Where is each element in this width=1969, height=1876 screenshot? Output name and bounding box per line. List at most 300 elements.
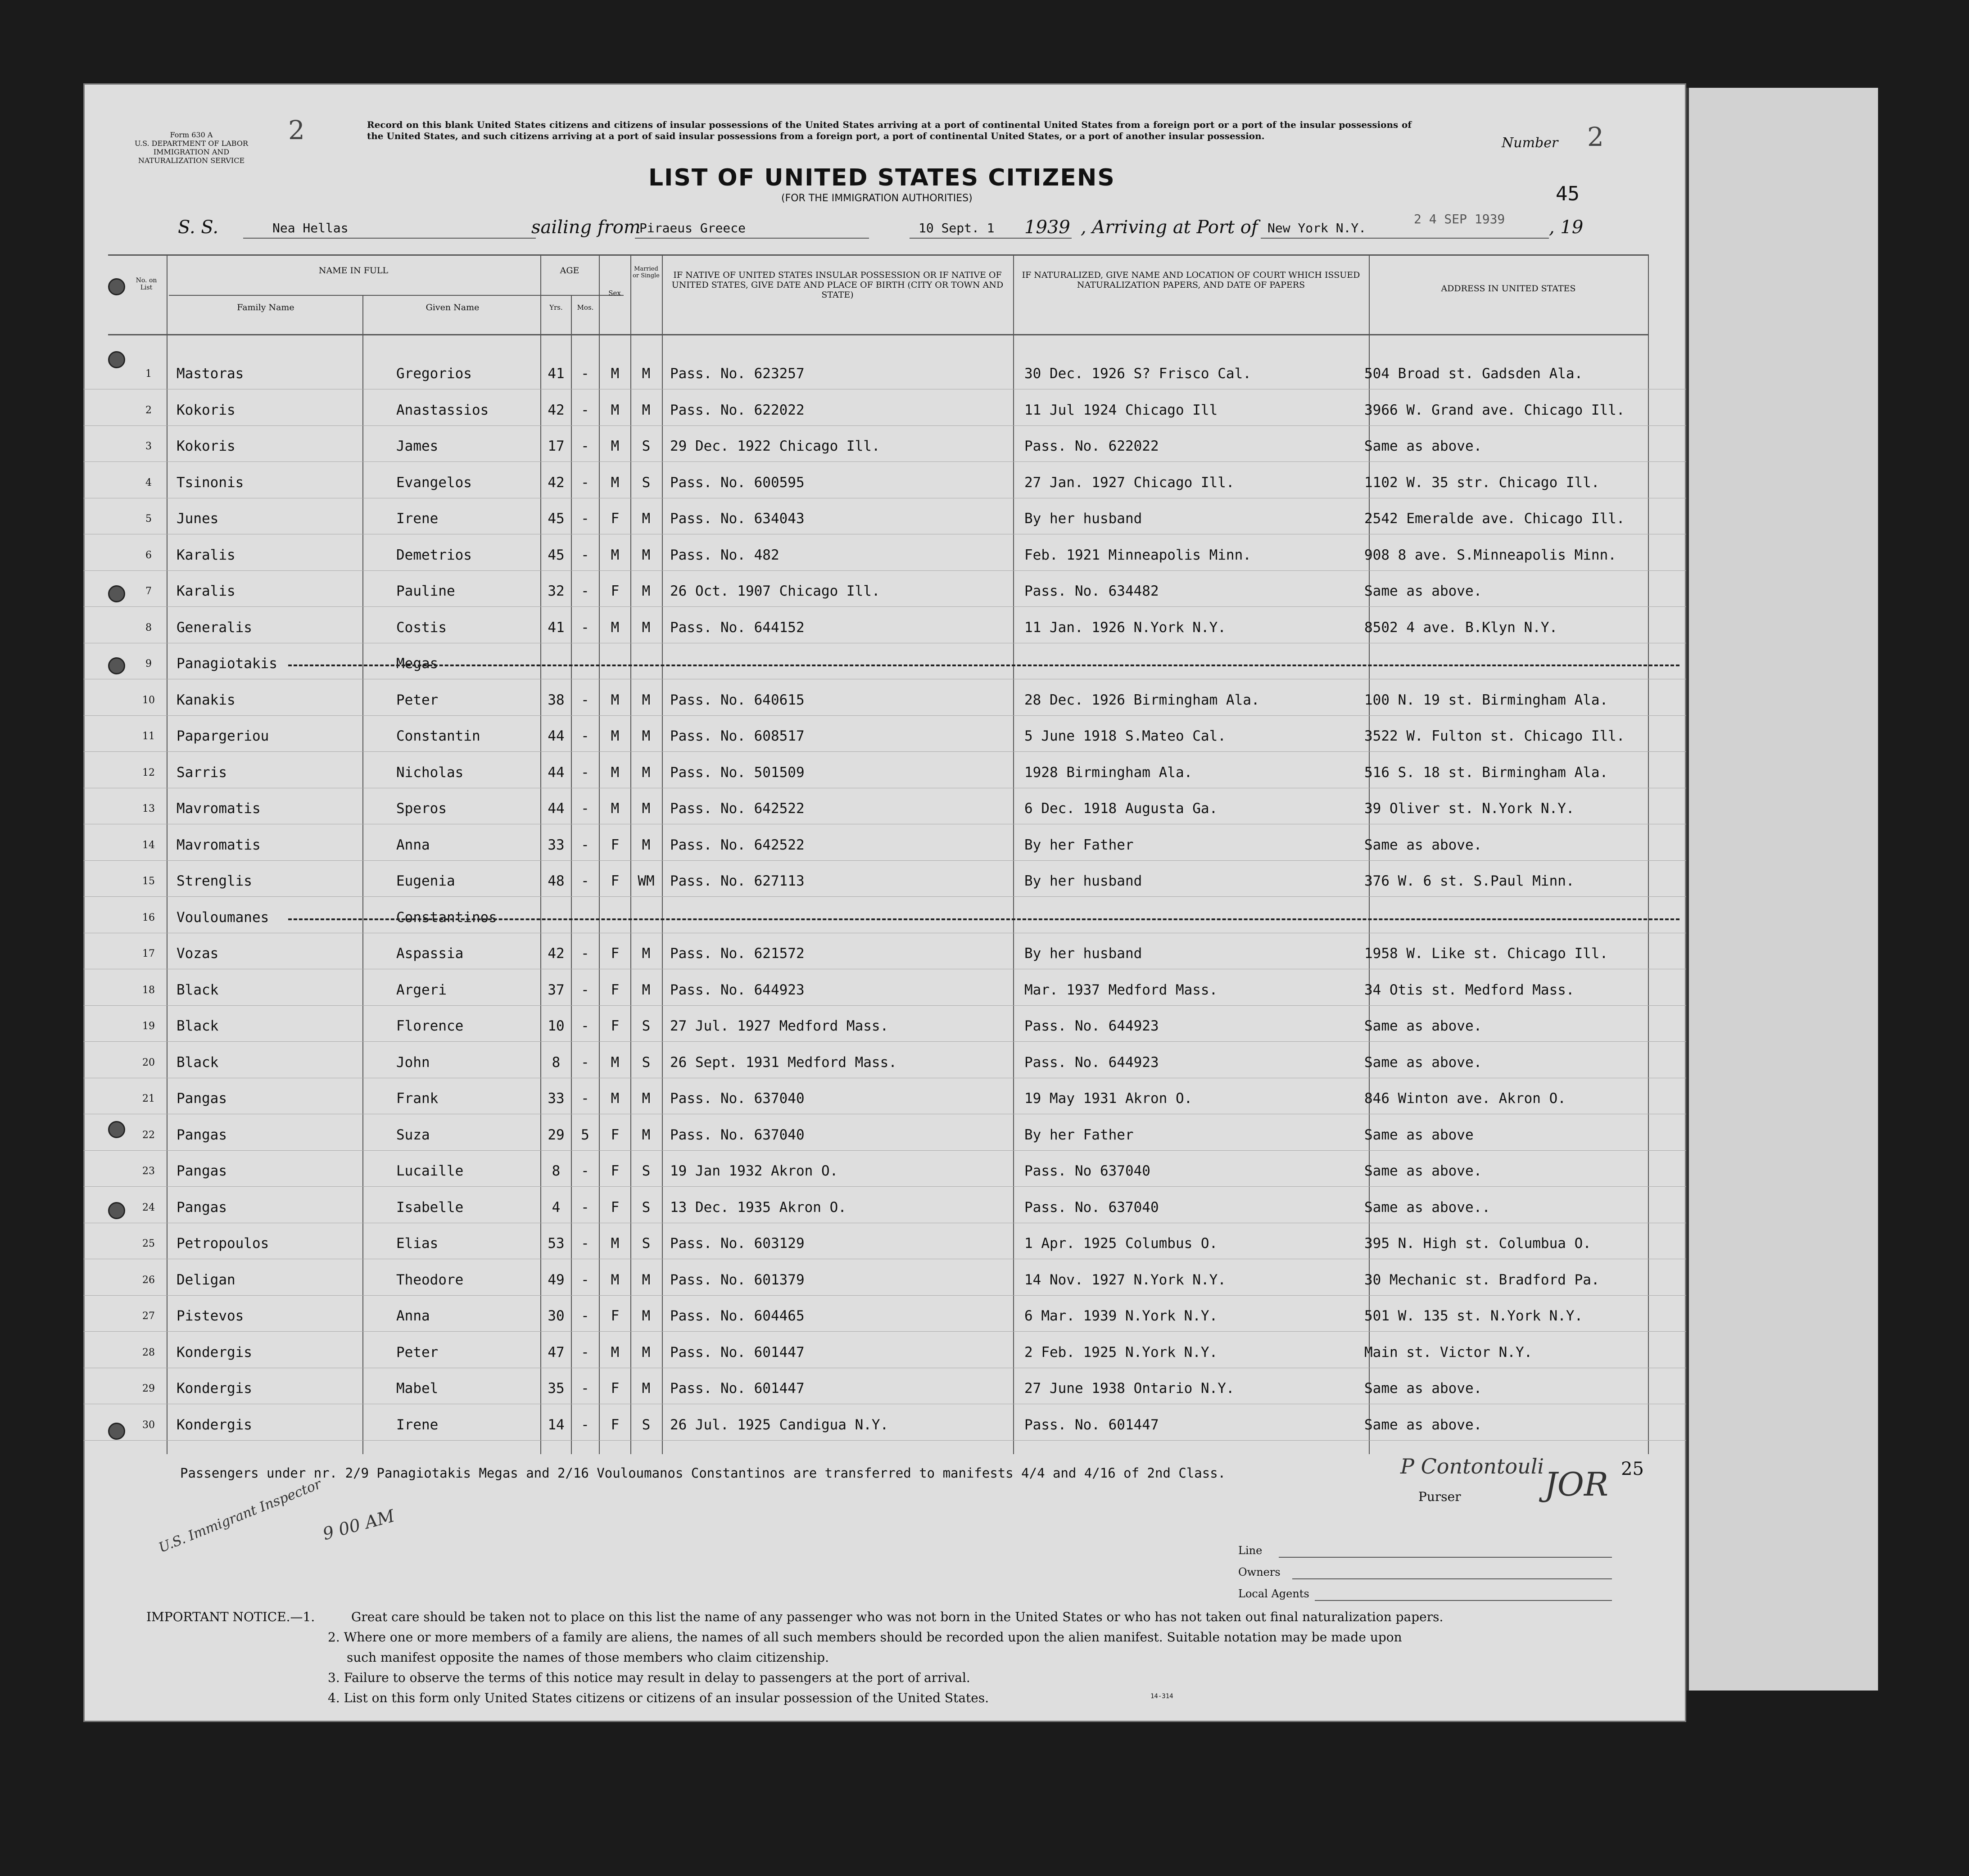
strike-through-line (288, 918, 1679, 920)
sailing-year: 1939 (1024, 217, 1070, 238)
age-months: - (581, 1308, 589, 1324)
birth-or-passport: Pass. No. 637040 (670, 1127, 805, 1143)
us-address: Same as above. (1364, 1163, 1482, 1179)
age-years: 41 (548, 366, 565, 382)
family-name: Panagiotakis (177, 655, 277, 672)
age-months: - (581, 1054, 589, 1071)
punch-hole (108, 1423, 125, 1440)
row-number: 11 (142, 731, 155, 742)
birth-or-passport: 26 Jul. 1925 Candigua N.Y. (670, 1417, 889, 1433)
family-name: Black (177, 982, 219, 998)
birth-or-passport: Pass. No. 601447 (670, 1344, 805, 1361)
us-address: 1102 W. 35 str. Chicago Ill. (1364, 475, 1600, 491)
row-number: 28 (142, 1347, 155, 1358)
family-name: Tsinonis (177, 475, 244, 491)
birth-or-passport: Pass. No. 623257 (670, 366, 805, 382)
notice-2b: such manifest opposite the names of those members who claim citizenship. (347, 1650, 829, 1665)
marital-status: M (642, 1344, 651, 1361)
row-rule (83, 751, 1686, 752)
us-address: Main st. Victor N.Y. (1364, 1344, 1533, 1361)
row-rule (83, 606, 1686, 607)
given-name: Aspassia (396, 945, 464, 962)
family-name: Black (177, 1054, 219, 1071)
family-name: Pangas (177, 1090, 227, 1107)
us-address: 34 Otis st. Medford Mass. (1364, 982, 1575, 998)
age-months: - (581, 547, 589, 563)
row-rule (83, 425, 1686, 426)
age-months: - (581, 1272, 589, 1288)
family-name: Vozas (177, 945, 219, 962)
age-years: 44 (548, 764, 565, 781)
age-months: - (581, 1163, 589, 1179)
marital-status: M (642, 837, 651, 853)
naturalization: 1928 Birmingham Ala. (1024, 764, 1193, 781)
notice-2: 2. Where one or more members of a family are aliens, the names of all such members should be recorded upon the alien manifest. Suitable notation may be made upon (328, 1630, 1402, 1645)
birth-or-passport: Pass. No. 644152 (670, 619, 805, 636)
family-name: Pangas (177, 1127, 227, 1143)
sex: M (611, 438, 620, 454)
given-name: Peter (396, 1344, 439, 1361)
row-number: 13 (142, 803, 155, 814)
sex: F (611, 982, 620, 998)
header-married-single: Married or Single (633, 266, 660, 279)
sex: F (611, 1199, 620, 1216)
us-address: Same as above. (1364, 438, 1482, 454)
us-address: 846 Winton ave. Akron O. (1364, 1090, 1566, 1107)
page-title: LIST OF UNITED STATES CITIZENS (648, 164, 1115, 191)
age-months: - (581, 728, 589, 744)
us-address: 376 W. 6 st. S.Paul Minn. (1364, 873, 1575, 889)
given-name: Theodore (396, 1272, 464, 1288)
row-rule (83, 860, 1686, 861)
marital-status: M (642, 764, 651, 781)
age-years: 8 (552, 1163, 561, 1179)
naturalization: 27 Jan. 1927 Chicago Ill. (1024, 475, 1235, 491)
form-id-block (133, 131, 250, 165)
us-address: 501 W. 135 st. N.York N.Y. (1364, 1308, 1583, 1324)
page-subtitle: (FOR THE IMMIGRATION AUTHORITIES) (781, 193, 973, 204)
age-months: - (581, 945, 589, 962)
marital-status: WM (638, 873, 655, 889)
us-address: Same as above (1364, 1127, 1474, 1143)
naturalization: Pass. No. 622022 (1024, 438, 1159, 454)
family-name: Mavromatis (177, 800, 261, 817)
page-number: 45 (1556, 182, 1580, 205)
birth-or-passport: Pass. No. 634043 (670, 511, 805, 527)
us-address: 395 N. High st. Columbua O. (1364, 1235, 1591, 1252)
birth-or-passport: 13 Dec. 1935 Akron O. (670, 1199, 846, 1216)
age-years: 47 (548, 1344, 565, 1361)
sex: M (611, 800, 620, 817)
header-no: No. on List (136, 277, 157, 291)
marital-status: M (642, 1272, 651, 1288)
us-address: Same as above. (1364, 1054, 1482, 1071)
sex: M (611, 402, 620, 418)
us-address: 3966 W. Grand ave. Chicago Ill. (1364, 402, 1625, 418)
row-number: 19 (142, 1021, 155, 1032)
intro-text: Record on this blank United States citizens and citizens of insular possessions of the United States arriving at a port of continental United States from a foreign port or a port of the insular possessions of the United States, and such citizens arriving at a port of said insular possessions from a foreign port, a port of continental United States, or a port of another insular possession. (367, 119, 1412, 141)
birth-or-passport: 19 Jan 1932 Akron O. (670, 1163, 838, 1179)
ship-name: Nea Hellas (272, 221, 349, 235)
punch-hole (108, 657, 125, 674)
marital-status: S (642, 475, 651, 491)
naturalization: 6 Dec. 1918 Augusta Ga. (1024, 800, 1218, 817)
us-address: 504 Broad st. Gadsden Ala. (1364, 366, 1583, 382)
year-suffix: , 19 (1549, 217, 1584, 238)
naturalization: Mar. 1937 Medford Mass. (1024, 982, 1218, 998)
purser-signature: P Contontouli (1400, 1454, 1544, 1478)
age-years: 42 (548, 475, 565, 491)
sex: F (611, 1380, 620, 1397)
marital-status: M (642, 945, 651, 962)
age-years: 14 (548, 1417, 565, 1433)
row-rule (83, 1041, 1686, 1042)
birth-or-passport: Pass. No. 604465 (670, 1308, 805, 1324)
given-name: Evangelos (396, 475, 472, 491)
sex: M (611, 475, 620, 491)
tally-number: 25 (1621, 1459, 1644, 1479)
age-years: 42 (548, 945, 565, 962)
row-number: 12 (142, 767, 155, 778)
age-years: 45 (548, 547, 565, 563)
age-years: 44 (548, 728, 565, 744)
sex: M (611, 728, 620, 744)
us-address: Same as above.. (1364, 1199, 1490, 1216)
transfer-note: Passengers under nr. 2/9 Panagiotakis Megas and 2/16 Vouloumanos Constantinos are transferred to manifests 4/4 and 4/16 of 2nd Class. (180, 1465, 1226, 1481)
birth-or-passport: Pass. No. 642522 (670, 800, 805, 817)
row-rule (83, 1005, 1686, 1006)
family-name: Petropoulos (177, 1235, 269, 1252)
birth-or-passport: Pass. No. 644923 (670, 982, 805, 998)
notice-heading: IMPORTANT NOTICE.—1. (146, 1609, 315, 1624)
birth-or-passport: Pass. No. 637040 (670, 1090, 805, 1107)
marital-status: M (642, 402, 651, 418)
naturalization: Pass. No. 634482 (1024, 583, 1159, 599)
row-number: 21 (142, 1093, 155, 1104)
time-note: 9 00 AM (321, 1505, 397, 1544)
sex: F (611, 945, 620, 962)
us-address: Same as above. (1364, 1018, 1482, 1034)
header-sex: Sex (608, 289, 621, 297)
age-months: - (581, 692, 589, 708)
birth-or-passport: Pass. No. 621572 (670, 945, 805, 962)
age-years: 49 (548, 1272, 565, 1288)
row-rule (83, 715, 1686, 716)
age-years: 33 (548, 837, 565, 853)
purser-label: Purser (1418, 1489, 1461, 1504)
marital-status: M (642, 1090, 651, 1107)
marital-status: M (642, 366, 651, 382)
row-number: 18 (142, 985, 155, 996)
row-number: 2 (145, 405, 152, 416)
given-name: James (396, 438, 439, 454)
given-name: Elias (396, 1235, 439, 1252)
given-name: Florence (396, 1018, 464, 1034)
age-years: 10 (548, 1018, 565, 1034)
given-name: Nicholas (396, 764, 464, 781)
naturalization: 6 Mar. 1939 N.York N.Y. (1024, 1308, 1218, 1324)
number-value: 2 (1587, 122, 1604, 152)
us-address: 8502 4 ave. B.Klyn N.Y. (1364, 619, 1558, 636)
header-age: AGE (560, 266, 579, 276)
line-label: Line (1238, 1544, 1263, 1557)
naturalization: 27 June 1938 Ontario N.Y. (1024, 1380, 1235, 1397)
row-number: 20 (142, 1057, 155, 1068)
row-number: 24 (142, 1202, 155, 1213)
given-name: Lucaille (396, 1163, 464, 1179)
given-name: Irene (396, 511, 439, 527)
birth-or-passport: Pass. No. 600595 (670, 475, 805, 491)
print-code: 14-314 (1150, 1693, 1173, 1700)
header-birth: IF NATIVE OF UNITED STATES INSULAR POSSESSION OR IF NATIVE OF UNITED STATES, GIVE DATE AND PLACE OF BIRTH (CITY OR TOWN AND STATE) (671, 270, 1004, 300)
us-address: 100 N. 19 st. Birmingham Ala. (1364, 692, 1608, 708)
family-name: Kokoris (177, 438, 235, 454)
given-name: Peter (396, 692, 439, 708)
marital-status: M (642, 728, 651, 744)
age-years: 45 (548, 511, 565, 527)
row-number: 16 (142, 912, 155, 923)
marital-status: M (642, 692, 651, 708)
age-months: - (581, 366, 589, 382)
given-name: Constantin (396, 728, 480, 744)
header-address: ADDRESS IN UNITED STATES (1441, 284, 1576, 294)
family-name: Papargeriou (177, 728, 269, 744)
notice-4: 4. List on this form only United States citizens or citizens of an insular possession of the United States. (328, 1691, 989, 1705)
age-years: 37 (548, 982, 565, 998)
family-name: Pangas (177, 1163, 227, 1179)
row-number: 29 (142, 1383, 155, 1394)
us-address: Same as above. (1364, 837, 1482, 853)
sex: F (611, 873, 620, 889)
row-rule (83, 1295, 1686, 1296)
given-name: John (396, 1054, 430, 1071)
given-name: Demetrios (396, 547, 472, 563)
sex: M (611, 1344, 620, 1361)
row-number: 6 (145, 550, 152, 561)
punch-hole (108, 351, 125, 368)
number-label: Number (1502, 135, 1558, 151)
row-number: 9 (145, 658, 152, 669)
given-name: Speros (396, 800, 447, 817)
naturalization: 2 Feb. 1925 N.York N.Y. (1024, 1344, 1218, 1361)
age-years: 29 (548, 1127, 565, 1143)
row-rule (83, 570, 1686, 571)
row-number: 30 (142, 1419, 155, 1431)
header-naturalized: IF NATURALIZED, GIVE NAME AND LOCATION OF COURT WHICH ISSUED NATURALIZATION PAPERS, AND DATE OF PAPERS (1022, 270, 1360, 290)
age-months: - (581, 1380, 589, 1397)
us-address: 30 Mechanic st. Bradford Pa. (1364, 1272, 1600, 1288)
age-years: 41 (548, 619, 565, 636)
row-number: 27 (142, 1311, 155, 1322)
given-name: Irene (396, 1417, 439, 1433)
marital-status: M (642, 982, 651, 998)
naturalization: Pass. No. 644923 (1024, 1018, 1159, 1034)
age-months: - (581, 1417, 589, 1433)
given-name: Isabelle (396, 1199, 464, 1216)
ss-label: S. S. (178, 217, 219, 238)
age-months: - (581, 1090, 589, 1107)
age-months: 5 (581, 1127, 589, 1143)
row-number: 14 (142, 840, 155, 851)
row-number: 1 (145, 368, 152, 380)
row-number: 25 (142, 1238, 155, 1249)
marital-status: S (642, 1235, 651, 1252)
marital-status: M (642, 1308, 651, 1324)
age-months: - (581, 511, 589, 527)
agents-label: Local Agents (1238, 1587, 1309, 1600)
row-rule (83, 1150, 1686, 1151)
punch-hole (108, 1202, 125, 1219)
row-number: 3 (145, 441, 152, 452)
family-name: Kokoris (177, 402, 235, 418)
marital-status: S (642, 1018, 651, 1034)
row-rule (83, 1186, 1686, 1187)
sex: F (611, 1163, 620, 1179)
age-months: - (581, 1199, 589, 1216)
given-name: Frank (396, 1090, 439, 1107)
age-months: - (581, 619, 589, 636)
age-years: 33 (548, 1090, 565, 1107)
age-months: - (581, 800, 589, 817)
age-months: - (581, 1018, 589, 1034)
naturalization: 30 Dec. 1926 S? Frisco Cal. (1024, 366, 1251, 382)
birth-or-passport: 27 Jul. 1927 Medford Mass. (670, 1018, 889, 1034)
birth-or-passport: Pass. No. 640615 (670, 692, 805, 708)
birth-or-passport: Pass. No. 501509 (670, 764, 805, 781)
sailing-from: Piraeus Greece (639, 221, 746, 235)
row-number: 26 (142, 1275, 155, 1286)
sex: M (611, 1090, 620, 1107)
age-years: 44 (548, 800, 565, 817)
row-rule (83, 1331, 1686, 1332)
us-address: 2542 Emeralde ave. Chicago Ill. (1364, 511, 1625, 527)
row-rule (83, 896, 1686, 897)
birth-or-passport: Pass. No. 608517 (670, 728, 805, 744)
family-name: Karalis (177, 583, 235, 599)
family-name: Karalis (177, 547, 235, 563)
sex: F (611, 583, 620, 599)
marital-status: M (642, 1380, 651, 1397)
row-rule (83, 1440, 1686, 1441)
naturalization: Pass. No 637040 (1024, 1163, 1150, 1179)
family-name: Kondergis (177, 1417, 252, 1433)
marital-status: S (642, 1054, 651, 1071)
sex: M (611, 547, 620, 563)
punch-hole (108, 1121, 125, 1138)
birth-or-passport: Pass. No. 627113 (670, 873, 805, 889)
header-family-name: Family Name (237, 303, 294, 312)
age-years: 8 (552, 1054, 561, 1071)
given-name: Pauline (396, 583, 455, 599)
age-years: 32 (548, 583, 565, 599)
us-address: Same as above. (1364, 583, 1482, 599)
given-name: Megas (396, 655, 439, 672)
given-name: Anna (396, 837, 430, 853)
naturalization: Pass. No. 637040 (1024, 1199, 1159, 1216)
owners-label: Owners (1238, 1566, 1281, 1578)
naturalization: By her husband (1024, 873, 1142, 889)
sex: M (611, 366, 620, 382)
us-address: 39 Oliver st. N.York N.Y. (1364, 800, 1575, 817)
family-name: Mavromatis (177, 837, 261, 853)
naturalization: By her husband (1024, 945, 1142, 962)
age-months: - (581, 583, 589, 599)
marital-status: M (642, 1127, 651, 1143)
row-number: 10 (142, 695, 155, 706)
family-name: Kondergis (177, 1380, 252, 1397)
row-number: 22 (142, 1130, 155, 1141)
age-years: 30 (548, 1308, 565, 1324)
sex: M (611, 1272, 620, 1288)
family-name: Kondergis (177, 1344, 252, 1361)
naturalization: By her husband (1024, 511, 1142, 527)
header-given-name: Given Name (425, 303, 480, 312)
punch-hole (108, 278, 125, 295)
naturalization: Pass. No. 644923 (1024, 1054, 1159, 1071)
naturalization: 28 Dec. 1926 Birmingham Ala. (1024, 692, 1260, 708)
sailing-date: 10 Sept. 1 (919, 221, 995, 235)
marital-status: M (642, 547, 651, 563)
us-address: 1958 W. Like st. Chicago Ill. (1364, 945, 1608, 962)
marital-status: S (642, 1199, 651, 1216)
family-name: Vouloumanes (177, 909, 269, 926)
given-name: Constantinos (396, 909, 497, 926)
naturalization: 5 June 1918 S.Mateo Cal. (1024, 728, 1226, 744)
row-number: 5 (145, 513, 152, 524)
sex: M (611, 1235, 620, 1252)
age-years: 42 (548, 402, 565, 418)
naturalization: 11 Jan. 1926 N.York N.Y. (1024, 619, 1226, 636)
family-name: Pangas (177, 1199, 227, 1216)
naturalization: 19 May 1931 Akron O. (1024, 1090, 1193, 1107)
sex: F (611, 837, 620, 853)
marital-status: M (642, 583, 651, 599)
us-address: 3522 W. Fulton st. Chicago Ill. (1364, 728, 1625, 744)
given-name: Mabel (396, 1380, 439, 1397)
row-number: 8 (145, 622, 152, 633)
inspector-stamp: U.S. Immigrant Inspector (156, 1476, 324, 1556)
birth-or-passport: Pass. No. 622022 (670, 402, 805, 418)
family-name: Deligan (177, 1272, 235, 1288)
row-rule (83, 461, 1686, 462)
arriving-label: , Arriving at Port of (1081, 217, 1258, 238)
marital-status: M (642, 511, 651, 527)
age-months: - (581, 1235, 589, 1252)
family-name: Pistevos (177, 1308, 244, 1324)
family-name: Generalis (177, 619, 252, 636)
header-name-in-full: NAME IN FULL (318, 266, 389, 276)
date-stamp: 2 4 SEP 1939 (1414, 212, 1505, 226)
row-number: 23 (142, 1166, 155, 1177)
initials: JOR (1544, 1465, 1609, 1503)
family-name: Kanakis (177, 692, 235, 708)
header-yrs: Yrs. (549, 303, 563, 312)
sex: F (611, 1018, 620, 1034)
age-months: - (581, 873, 589, 889)
sex: M (611, 619, 620, 636)
age-years: 4 (552, 1199, 561, 1216)
age-months: - (581, 1344, 589, 1361)
sex: F (611, 511, 620, 527)
birth-or-passport: Pass. No. 603129 (670, 1235, 805, 1252)
adjacent-page (1686, 88, 1878, 1691)
marital-status: M (642, 619, 651, 636)
notice-1: Great care should be taken not to place on this list the name of any passenger who was not born in the United States or who has not taken out final naturalization papers. (351, 1609, 1444, 1624)
us-address: 516 S. 18 st. Birmingham Ala. (1364, 764, 1608, 781)
notice-3: 3. Failure to observe the terms of this notice may result in delay to passengers at the port of arrival. (328, 1670, 970, 1685)
birth-or-passport: Pass. No. 601379 (670, 1272, 805, 1288)
sex: M (611, 1054, 620, 1071)
